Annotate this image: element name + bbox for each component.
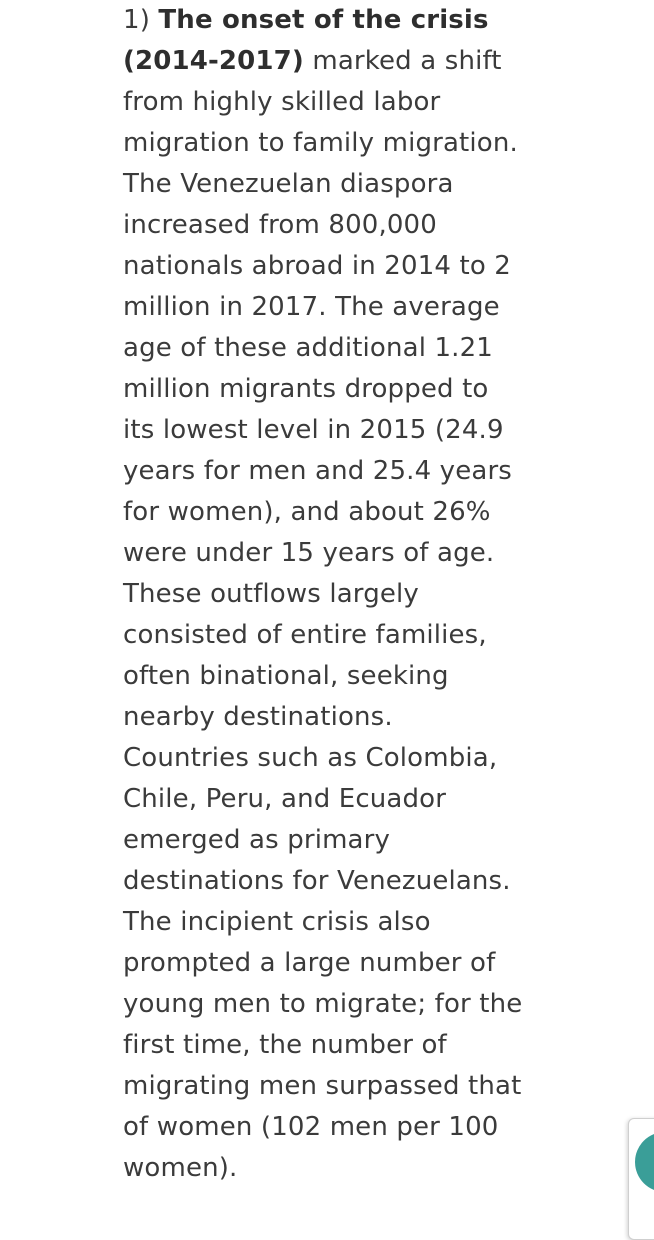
paragraph-line: prompted a large number of [123,948,496,978]
paragraph-line: migrating men surpassed that [123,1071,522,1101]
paragraph-line: years for men and 25.4 years [123,456,512,486]
paragraph-line-1 [123,0,533,41]
paragraph-line: These outflows largely [123,579,419,609]
paragraph-line: The Venezuelan diaspora [123,169,454,199]
paragraph-line: increased from 800,000 [123,210,437,240]
floating-action-icon[interactable] [635,1132,654,1192]
section-heading-years: (2014-2017) [123,46,304,76]
paragraph-line: its lowest level in 2015 (24.9 [123,415,504,445]
paragraph-line: nationals abroad in 2014 to 2 [123,251,512,281]
paragraph-line: consisted of entire families, [123,620,487,650]
floating-action-tab[interactable] [628,1118,654,1240]
paragraph-line: of women (102 men per 100 [123,1112,499,1142]
paragraph-line: Countries such as Colombia, [123,743,498,773]
paragraph-line: nearby destinations. [123,702,393,732]
text-fragment: marked a shift [303,46,502,76]
paragraph-line: were under 15 years of age. [123,538,495,568]
paragraph-line: migration to family migration. [123,128,518,158]
paragraph-line: million in 2017. The average [123,292,500,322]
paragraph-line: for women), and about 26% [123,497,491,527]
paragraph-line: destinations for Venezuelans. [123,866,511,896]
paragraph-line: emerged as primary [123,825,391,855]
paragraph-line: women). [123,1153,238,1183]
paragraph-line: from highly skilled labor [123,87,441,117]
article-body [123,0,533,1189]
section-heading: The onset of the crisis [158,5,489,35]
paragraph-line: Chile, Peru, and Ecuador [123,784,447,814]
paragraph-line: The incipient crisis also [123,907,431,937]
paragraph-line: young men to migrate; for the [123,989,523,1019]
paragraph-line: million migrants dropped to [123,374,489,404]
paragraph-line: often binational, seeking [123,661,449,691]
paragraph-line: age of these additional 1.21 [123,333,493,363]
paragraph-line: first time, the number of [123,1030,447,1060]
list-number: 1) [123,5,150,35]
paragraph-line-2 [123,41,533,82]
